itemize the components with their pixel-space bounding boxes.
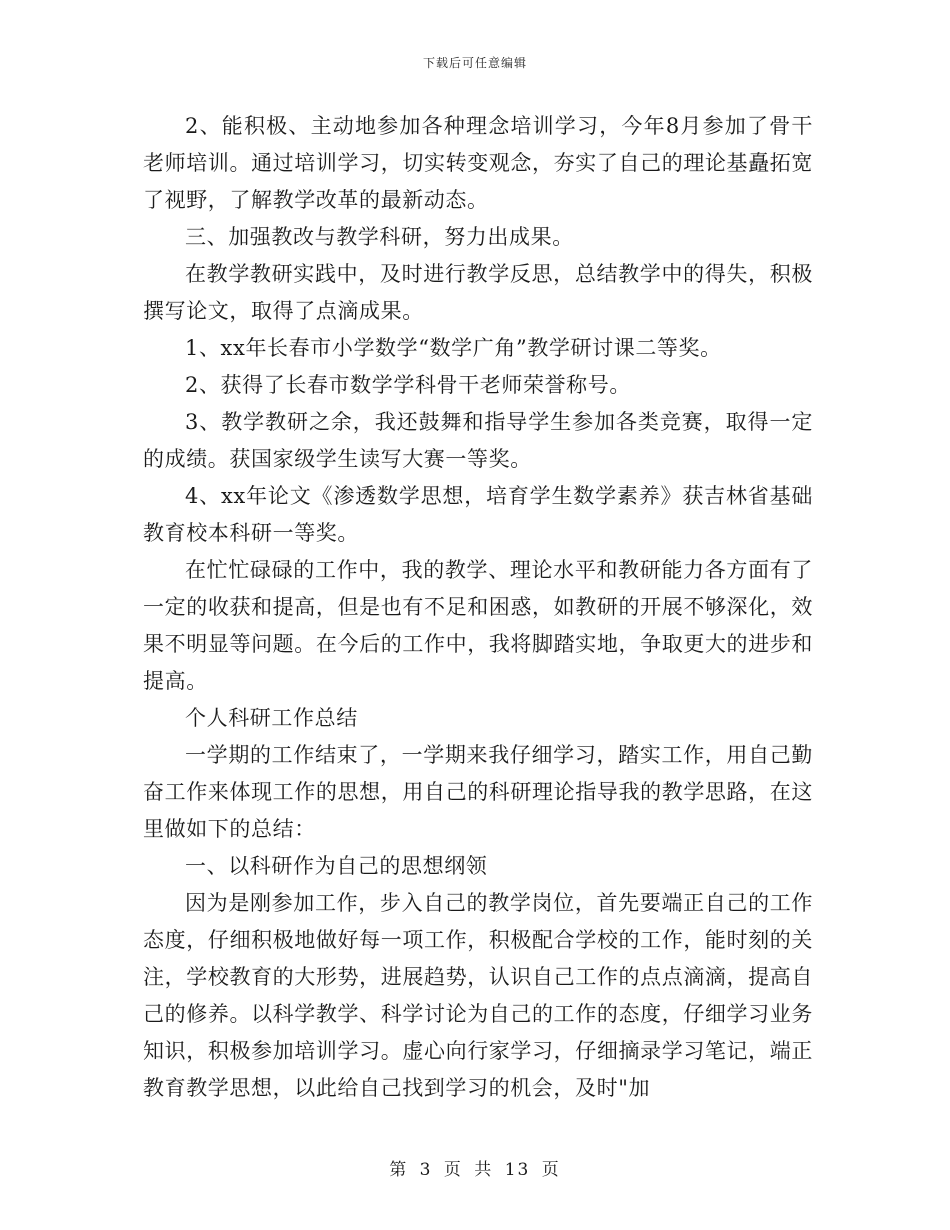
section-heading-research: 三、加强教改与教学科研，努力出成果。 — [185, 225, 574, 249]
paragraph-reflection: 在教学教研实践中，及时进行教学反思，总结教学中的得失，积极撰写论文，取得了点滴成果。 — [143, 262, 813, 323]
list-item-award-1: 1、xx年长春市小学数学“数学广角”教学研讨课二等奖。 — [185, 336, 722, 360]
paragraph-summary: 在忙忙碌碌的工作中，我的教学、理论水平和教研能力各方面有了一定的收获和提高，但是也有不足和困惑，如教研的开展不够深化，效果不明显等问题。在今后的工作中，我将脚踏实地，争取更大的进步和提高。 — [143, 558, 813, 693]
list-item-award-4: 4、xx年论文《渗透数学思想，培育学生数学素养》获吉林省基础教育校本科研一等奖。 — [143, 484, 813, 545]
paragraph-training: 2、能积极、主动地参加各种理念培训学习，今年8月参加了骨干老师培训。通过培训学习，切实转变观念，夯实了自己的理论基矗拓宽了视野，了解教学改革的最新动态。 — [143, 114, 813, 212]
page-header: 下载后可任意编辑 — [422, 56, 527, 70]
paragraph-work-attitude: 因为是刚参加工作，步入自己的教学岗位，首先要端正自己的工作态度，仔细积极地做好每一项工作，积极配合学校的工作，能时刻的关注，学校教育的大形势，进展趋势，认识自己工作的点点滴滴，提高自己的修养。以科学教学、科学讨论为自己的工作的态度，仔细学习业务知识，积极参加培训学习。虚心向行家学习，仔细摘录学习笔记，端正教育教学思想，以此给自己找到学习的机会，及时"加 — [143, 891, 813, 1100]
section-title-personal-research: 个人科研工作总结 — [185, 706, 358, 730]
document-body — [143, 108, 813, 1107]
paragraph-semester-intro: 一学期的工作结束了，一学期来我仔细学习，踏实工作，用自己勤奋工作来体现工作的思想，用自己的科研理论指导我的教学思路，在这里做如下的总结： — [143, 743, 813, 841]
list-item-award-3: 3、教学教研之余，我还鼓舞和指导学生参加各类竞赛，取得一定的成绩。获国家级学生读写大赛一等奖。 — [143, 410, 813, 471]
list-item-award-2: 2、获得了长春市数学学科骨干老师荣誉称号。 — [185, 373, 631, 397]
section-heading-principle: 一、以科研作为自己的思想纲领 — [185, 854, 488, 878]
page-number: 第 3 页 共 13 页 — [389, 1160, 561, 1180]
